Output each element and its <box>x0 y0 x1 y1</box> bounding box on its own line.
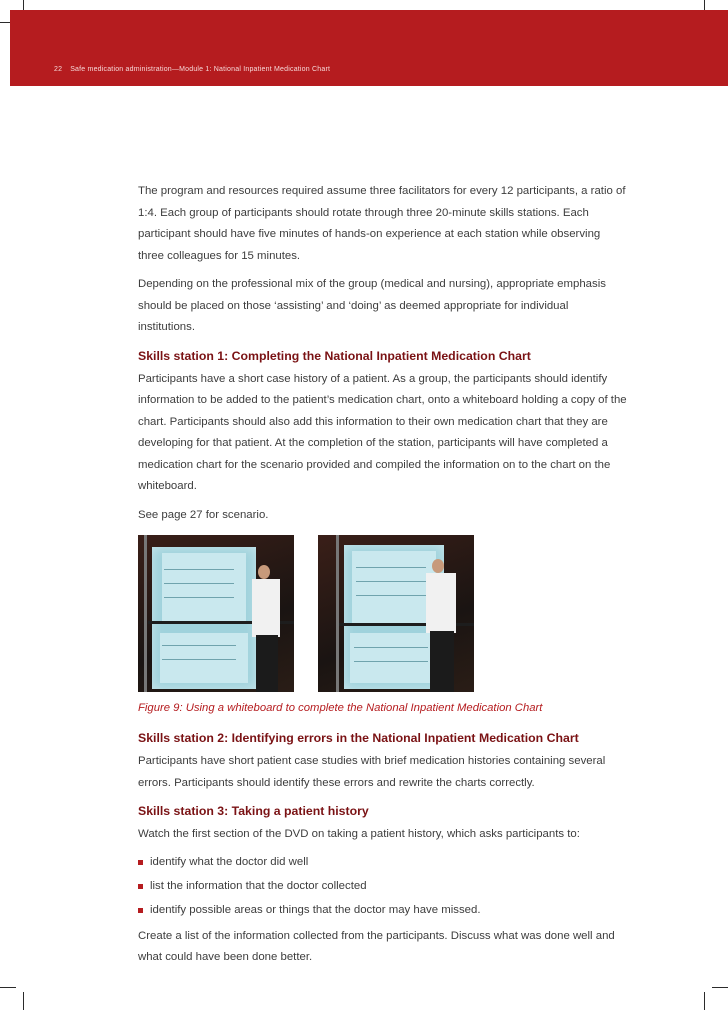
section-heading: Skills station 3: Taking a patient history <box>138 804 369 818</box>
list-item-text: identify what the doctor did well <box>150 855 309 868</box>
crop-mark <box>0 22 10 23</box>
page-number: 22 <box>54 66 63 73</box>
body-paragraph: Participants have short patient case studies with brief medication histories containing several errors. Participants should identify these errors and rewrite the charts correctly. <box>138 755 606 789</box>
running-title: Safe medication administration—Module 1: National Inpatient Medication Chart <box>70 66 331 73</box>
header-band <box>10 10 728 86</box>
crop-mark <box>0 987 16 988</box>
list-item <box>138 901 628 920</box>
list-item <box>138 853 628 872</box>
main-content <box>138 181 628 976</box>
body-paragraph: Create a list of the information collected from the participants. Discuss what was done well and what could have been done better. <box>138 929 615 963</box>
bullet-list <box>138 853 628 920</box>
crop-mark <box>704 992 705 1010</box>
crop-mark <box>704 0 705 10</box>
list-item-text: identify possible areas or things that the doctor may have missed. <box>150 903 481 916</box>
section-heading: Skills station 1: Completing the National Inpatient Medication Chart <box>138 348 531 363</box>
body-paragraph: Participants have a short case history of a patient. As a group, the participants should identify information to be added to the patient’s medication chart, onto a whiteboard holding a copy of the chart. Participants should also add this information to their own medication chart that they are developing for that patient. At the completion of the station, participants will have completed a medication chart for the scenario provided and compiled the information on to the chart on the whiteboard. <box>138 372 627 492</box>
running-header <box>54 66 330 73</box>
whiteboard-photo <box>318 535 474 692</box>
bullet-icon <box>138 908 143 913</box>
whiteboard-photo <box>138 535 294 692</box>
bullet-icon <box>138 884 143 889</box>
list-item <box>138 877 628 896</box>
figure-caption: Figure 9: Using a whiteboard to complete the National Inpatient Medication Chart <box>138 702 543 714</box>
bullet-icon <box>138 860 143 865</box>
list-item-text: list the information that the doctor collected <box>150 879 367 892</box>
body-paragraph: Watch the first section of the DVD on taking a patient history, which asks participants to: <box>138 828 580 840</box>
section-heading: Skills station 2: Identifying errors in the National Inpatient Medication Chart <box>138 731 579 745</box>
crop-mark <box>712 987 728 988</box>
body-paragraph: See page 27 for scenario. <box>138 508 269 521</box>
intro-paragraph: Depending on the professional mix of the group (medical and nursing), appropriate emphasis should be placed on those ‘assisting’ and ‘doing’ as deemed appropriate for individual institutions. <box>138 278 606 333</box>
figure-photos <box>138 535 628 693</box>
intro-paragraph: The program and resources required assume three facilitators for every 12 participants, a ratio of 1:4. Each group of participants should rotate through three 20-minute skills stations. Each participant should have five minutes of hands-on experience at each station while observing three colleagues for 15 minutes. <box>138 185 626 262</box>
crop-mark <box>23 0 24 10</box>
crop-mark <box>23 992 24 1010</box>
